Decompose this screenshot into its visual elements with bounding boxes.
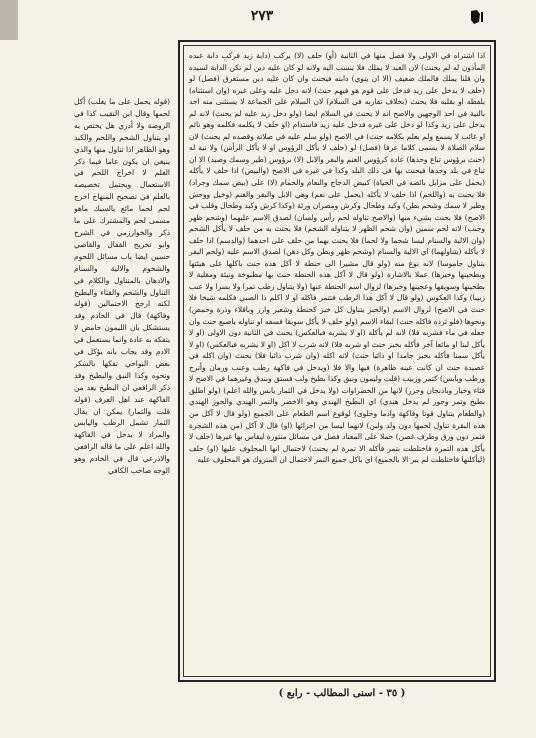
- main-text-inner-border: [183, 45, 491, 677]
- margin-commentary-text: (قوله يحمل على ما يغلب) أكل لحمها وقال ابن النقيب كذا في الروضة ولا أدري هل يختص به او يتناول الشحم واللحم والكبد وهو الظاهر اذا تناول منها والذي ينبغي ان يكون عاما فيما ذكر العلم لا اخراج اللحم في الاستعمال ويحتمل تخصيصه بالعلم في تصحيح المنهاج اخرج لحم لحما مائع بالسبك ماهو مسمى لحم والمشترك على ما ذكر والخوارزمي في الشرح وابو تخريج القفال والقاضي حسين ايضا باب مسائل اللحوم والشحوم والالية والسنام والادهان بالمتناول والكلام في التناول والشحم والقثاء والبطيخ لكنه ارجح الاحتمالين (قوله وفاكهة) قال في الخادم وقد يستشكل بان الليمون حامض لا يتفكه به عادة وانما يستعمل في الادم وقد يجاب بانه يؤكل في بعض النواحي تفكها بالسكر ونحوه وكذا النبق والبطيخ وقد ذكر الرافعي ان البطيخ يعد من الفاكهة عند اهل العرف (قوله قلت والثمار) يمكن ان يقال الثمار تشمل الرطب واليابس والمراد لا يدخل في الفاكهة والله اعلم على ما قاله الرافعي والاذرعي قال في الخادم وهو الوجه صاحب الكافي: [74, 97, 170, 476]
- scan-edge-shadow: [0, 0, 18, 40]
- ink-mark-icon: [468, 8, 486, 28]
- page-footer: ( ٣٥ - اسنى المطالب - رابع ): [278, 688, 406, 699]
- main-text-paragraph: اذا اشتراه في الاولى ولا فصل منها في الثانية (أو) حلف (لا) يركب (دابة زيد فركب دابة عبده المأذون له لم يحنث) لان العبد لا يملك فلا ينسب اليه ولانه لو كان عليه دين لم تكن الدابة لسيده وان قلنا يملك فالملك ضعيف (الا ان ينوي) دابته فيحنث وان كان عليه دين مستغرق (فصل) لو (حلف لا يدخل على زيد فدخل على قوم هو فيهم حنث) لانه دخل عليه وعلى غيره (وان استثناه) بلفظه او بقلبه فلا يحنث (بخلاف تقاربه في السلام) لان السلام على الجماعة لا يستثنى منه احد بالنية في احد الوجهين والاصح انه لا يحنث في السلام ايضا (ولو دخل زيد عليه لم يحنث) لانه لم يدخل على زيد وكذا لو دخل على غيره فدخل عليه زيد فاستدام (او حلف لا يكلمه فكلمه وهو نائم او غائب لا يسمع ولم يعلم بكلامه حنث) في الاصح (ولو سلم عليه في صلاته وقصده لم يحنث) لان سلام الصلاة لا يسمى كلاما عرفا (فصل) لو (حلف لا يأكل الرؤوس او لا يأكل الرأس) ولا نية له (حنث برؤوس تباع وحدها) عادة كرؤوس الغنم والبقر والابل (لا) برؤوس (طير وسمك وصيد) الا ان تباع في بلد وحدها فيحنث بها في ذلك البلد وكذا في غيره في الاصح (والبيض) اذا حلف لا يأكله (يحمل على مزايل بائضه في الحياة) كبيض الدجاج والنعام والحمام (لا) على (بيض سمك وجراد) فلا يحنث به (واللحم) اذا حلف لا يأكله (يحمل على نعم) وهي الابل والبقر والغنم (وخيل ووحش وطير لا سمك وشحم بطن) وكبد وطحال وكرش ومصران ورئة (وكذا كرش وكبد وطحال وقلب في الاصح) فلا يحنث بشيء منها (والاصح تناوله لحم رأس ولسان) لصدق الاسم عليهما (وشحم ظهر وجنب) لانه لحم سمين (وان شحم الظهر لا يتناوله الشحم) فلا يحنث به من حلف لا يأكل الشحم (وان الالية والسنام ليسا شحما ولا لحما) فلا يحنث بهما من حلف على احدهما (والدسم) اذا حلف لا يأكله (يتناولهما) اي الالية والسنام (وشحم ظهر وبطن وكل دهن) لصدق الاسم عليه (ولحم البقر يتناول جاموسا) لانه نوع منه (ولو قال مشيرا الى حنطة لا آكل هذه حنث باكلها على هيئتها وبطحينها وخبزها) عملا بالاشارة (ولو قال لا آكل هذه الحنطة حنث بها مطبوخة ونيئة ومقلية لا بطحينها وسويقها وعجينها وخبزها) لزوال اسم الحنطة عنها (ولا يتناول رطب تمرا ولا بسرا ولا عنب زبيبا) وكذا العكوس (ولو قال لا آكل هذا الرطب فتتمر فاكله او لا اكلم ذا الصبي فكلمه شيخا فلا حنث في الاصح) لزوال الاسم (والخبز يتناول كل خبز كحنطة وشعير وارز وباقلاء وذرة وحمص) ونحوها (فلو ثرده فاكله حنث) لبقاء الاسم (ولو حلف لا يأكل سويقا فسفه او تناوله باصبع حنث وان جعله في ماء فشربه فلا) لانه لم يأكله (او لا يشربه فبالعكس) يحنث في الثانية دون الاولى (او لا يأكل لبنا او مائعا آخر فأكله بخبز حنث او شربه فلا) لانه شرب لا اكل (او لا يشربه فبالعكس) (او لا يأكل سمنا فأكله بخبز جامدا او ذائبا حنث) لانه اكله (وان شرب ذائبا فلا) يحنث (وان اكله في عصيدة حنث ان كانت عينه ظاهرة) فيها والا فلا (ويدخل في فاكهة رطب وعنب ورمان وأترج ورطب ويابس) كتمر وزبيب (قلت وليمون ونبق وكذا بطيخ ولب فستق وبندق وغيرهما في الاصح لا قثاء وخيار وباذنجان وجزر) لانها من الخضراوات (ولا يدخل في الثمار يابس والله اعلم) (ولو اطلق بطيخ وتمر وجوز لم يدخل هندي) اي البطيخ الهندي وهو الاخضر والتمر الهندي والجوز الهندي (والطعام يتناول قوتا وفاكهة وادما وحلوى) لوقوع اسم الطعام على الجميع (ولو قال لا آكل من هذه البقرة تناول لحمها دون ولد ولبن) لانهما ليسا من اجزائها (او) قال لا آكل (من هذه الشجرة فثمر دون ورق وطرف غصن) حملا على المعتاد فصل في مسائل منثورة ليقاس بها غيرها (حلف لا يأكل هذه التمرة فاختلطت بتمر فأكله الا تمرة لم يحنث) لاحتمال انها المحلوف عليها (او) حلف (ليأكلنها فاختلطت لم يبر الا بالجميع) اي باكل جميع التمر لاحتمال ان المتروك هو المحلوف عليه: [189, 51, 485, 465]
- margin-commentary: [74, 96, 170, 656]
- main-text-frame: [178, 40, 496, 682]
- main-text-body: [184, 46, 490, 466]
- page-number: ٢٧٣: [250, 8, 274, 24]
